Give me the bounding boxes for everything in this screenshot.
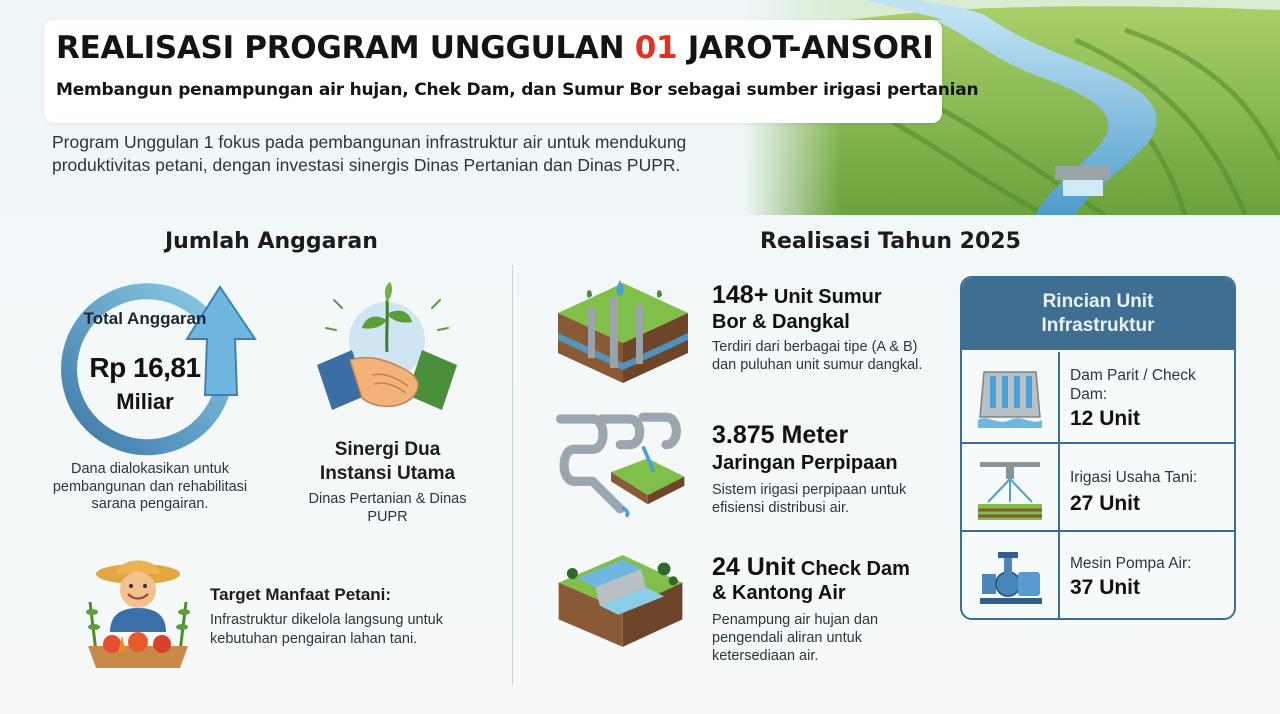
realization-3-title: 24 Unit Check Dam bbox=[712, 553, 910, 581]
synergy-title: Sinergi Dua Instansi Utama bbox=[319, 439, 456, 484]
realization-1-subtitle: Bor & Dangkal bbox=[712, 311, 850, 333]
infrastructure-details-panel bbox=[960, 276, 1236, 620]
target-description: Infrastruktur dikelola langsung untuk kebutuhan pengairan lahan tani. bbox=[210, 612, 443, 647]
detail-value-pump: 37 Unit bbox=[1070, 576, 1141, 599]
well-soil-icon bbox=[548, 278, 693, 388]
detail-value-irrigation: 27 Unit bbox=[1070, 492, 1141, 515]
dam-icon bbox=[974, 362, 1046, 432]
total-budget-label: Total Anggaran bbox=[83, 309, 207, 328]
total-budget-unit: Miliar bbox=[116, 389, 174, 414]
realization-2-description: Sistem irigasi perpipaan untuk efisiensi distribusi air. bbox=[712, 482, 907, 516]
detail-value-dam: 12 Unit bbox=[1070, 407, 1141, 430]
realization-3-subtitle: & Kantong Air bbox=[712, 582, 846, 604]
detail-row-pump bbox=[962, 532, 1234, 620]
realization-2-subtitle: Jaringan Perpipaan bbox=[712, 452, 898, 474]
panel-title: Rincian Unit Infrastruktur bbox=[1041, 291, 1155, 336]
detail-label-pump: Mesin Pompa Air: bbox=[1070, 555, 1192, 572]
page-title: REALISASI PROGRAM UNGGULAN 01 JAROT-ANSORI bbox=[56, 30, 934, 66]
detail-label-irrigation: Irigasi Usaha Tani: bbox=[1070, 469, 1198, 486]
detail-row-dam bbox=[962, 352, 1234, 442]
handshake-plant-icon bbox=[312, 280, 462, 425]
realization-3-description: Penampung air hujan dan pengendali aliran untuk ketersediaan air. bbox=[712, 612, 879, 664]
target-title: Target Manfaat Petani: bbox=[210, 585, 392, 604]
realization-1-description: Terdiri dari berbagai tipe (A & B) dan puluhan unit sumur dangkal. bbox=[712, 339, 923, 373]
budget-description: Dana dialokasikan untuk pembangunan dan rehabilitasi sarana pengairan. bbox=[52, 461, 248, 512]
page-subtitle: Membangun penampungan air hujan, Chek Dam, dan Sumur Bor sebagai sumber irigasi pertanian bbox=[56, 80, 979, 100]
water-pump-icon bbox=[974, 542, 1046, 612]
pipe-network-icon bbox=[550, 408, 695, 518]
realization-2-title: 3.875 Meter bbox=[712, 421, 849, 449]
sprinkler-icon bbox=[974, 454, 1046, 524]
farmer-icon bbox=[82, 552, 194, 670]
detail-label-dam: Dam Parit / Check Dam: bbox=[1070, 367, 1196, 403]
program-number: 01 bbox=[634, 30, 678, 66]
check-dam-icon bbox=[548, 546, 693, 656]
budget-heading: Jumlah Anggaran bbox=[165, 229, 378, 254]
detail-row-irrigation bbox=[962, 444, 1234, 534]
realization-heading: Realisasi Tahun 2025 bbox=[760, 229, 1021, 254]
realization-1-title: 148+ Unit Sumur bbox=[712, 281, 882, 309]
panel-header bbox=[962, 278, 1234, 350]
intro-paragraph: Program Unggulan 1 fokus pada pembangunan infrastruktur air untuk mendukung produktivitas petani, dengan investasi sinergis Dinas Pertanian dan Dinas PUPR. bbox=[52, 132, 687, 175]
section-divider bbox=[512, 265, 513, 685]
total-budget-value: Rp 16,81 bbox=[89, 352, 201, 383]
synergy-description: Dinas Pertanian & Dinas PUPR bbox=[308, 491, 467, 525]
